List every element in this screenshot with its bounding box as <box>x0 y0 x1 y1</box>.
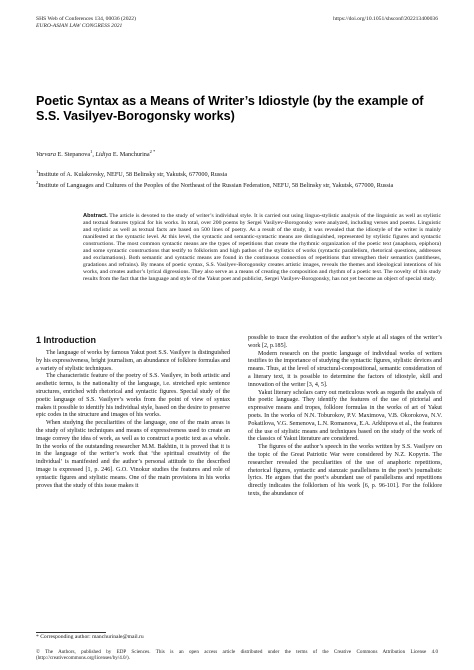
paragraph: Yakut literary scholars carry out meticulous work as regards the analysis of the poetic language. They identify the features of the use of pictorial and expressive means and tropes, folklore formulas in the works of art of Yakut poets. In the works of N.N. Toburokov, P.V. Maximova, V.B. Okorokova, N.V. Pokatilova, V.G. Semenova, L.N. Romanova, E.A. Arkhipova et al., the features of the use of stylistic means and techniques based on the study of the work of the classics of Yakut literature are considered. <box>248 389 442 443</box>
abstract-text: The article is devoted to the study of writer’s individual style. It is carried out using linguo-stylistic analysis of the linguistic as well as stylistic and textual features typical for his works. In total, over 200 poems by Sergei Vasilyev-Borogonsky were analyzed, including verses and poems. Linguistic and stylistic as well as textual facts are based on 500 lines of poetry. As a result of the study, it was revealed that the idiostyle of the writer is mainly manifested at the syntactic level. At this level, the syntactic and semantic-syntactic means are distinguished, represented by stylistic figures and syntactic constructions. The most common syntactic means are the types of repetitions that create the rhythmic organization of the poetic text (anaphora, epiphora) and some syntactic constructions that testify to folklorism and high pathos of the stylistics of works (syntactic parallelism, rhetorical questions, addresses and exclamations). Both semantic and syntactic means are found in the continuous connection of repetitions that strengthen their semantics (antitheses, gradations and refrains). By means of poetic syntax, S.S. Vasilyev-Borogonsky creates artistic images, reveals the themes and ideological intentions of his works, and creates author’s lyrical digressions. They also serve as a means of creating the composition and rhythm of a poetic text. The novelty of this study results from the fact that the language and style of the Yakut poet and publicist, Sergei Vasilyev-Borogonsky, has not yet become an object of special study. <box>83 213 441 282</box>
abstract-label: Abstract. <box>83 213 108 219</box>
right-column <box>248 335 442 499</box>
journal-citation: SHS Web of Conferences 134, 00036 (2022) <box>36 16 136 22</box>
author-2-surname: E. Manchurina <box>112 151 150 159</box>
doi-link[interactable]: https://doi.org/10.1051/shsconf/202213400036 <box>333 16 438 22</box>
affiliations <box>36 168 440 190</box>
author-2-given-name: Lidiya <box>95 151 112 159</box>
affiliation-1-mark: 1 <box>36 169 39 174</box>
left-column <box>36 350 230 490</box>
section-heading-introduction: 1 Introduction <box>36 335 96 345</box>
author-line: Varvara E. Stepanova$^1$, Lidiya E. Manchurina$^{2 *}$ <box>36 149 156 159</box>
license-notice: © The Authors, published by EDP Sciences. This is an open access article distributed under the terms of the Creative Commons Attribution License 4.0 (http://creativecommons.org/licenses/by/4.0/). <box>36 649 438 662</box>
author-1-given-name: Varvara <box>36 151 56 159</box>
paragraph: The characteristic feature of the poetry of S.S. Vasilyev, in both artistic and aesthetic terms, is the nationality of the language, i.e. stretched epic sentence structures, enriched with rhetorical and syntactic figures. Special study of the poetic language of S.S. Vasilyev’s works from the point of view of syntax makes it possible to identify his individual style, based on the desire to preserve epic codes in the structure and images of his works. <box>36 373 230 419</box>
author-2-affil-mark: 2 * <box>149 149 156 154</box>
paragraph: possible to trace the evolution of the author’s style at all stages of the writer’s work [2, p.185]. <box>248 335 442 349</box>
affiliation-2-mark: 2 <box>36 180 39 186</box>
running-header <box>36 16 136 30</box>
abstract <box>83 213 441 283</box>
paper-title: Poetic Syntax as a Means of Writer’s Idiostyle (by the example of S.S. Vasilyev-Borogonsky works) <box>36 94 424 123</box>
paragraph: Modern research on the poetic language of individual works of writers testifies to the importance of studying the syntactic figures, stylistic devices and means. Thus, at the level of structural-compositional, semantic consideration of a literary text, it is possible to determine the factors of idiostyle, skill and innovation of the writer [3, 4, 5]. <box>248 350 442 388</box>
author-1-surname: E. Stepanova <box>57 151 91 159</box>
affiliation-2 <box>36 179 440 190</box>
conference-name: EURO-ASIAN LAW CONGRESS 2021 <box>36 23 123 29</box>
paragraph: When studying the peculiarities of the language, one of the main areas is the study of stylistic techniques and means of expressiveness used to create an image convey the idea of work, as well as to construct a poetic text as a whole. In the works of the outstanding researcher M.M. Bakhtin, it is proved that it is in the language of the writer’s work that ‘the spiritual creativity of the individual’ is manifested and the author’s personal attitude to the described image is expressed [1, p. 246]. G.O. Vinokur studies the features and role of syntactic figures and stylistic means. One of the main provisions in his works proves that the study of this issue makes it <box>36 420 230 489</box>
author-1-affil-mark: 1 <box>90 149 93 154</box>
affiliation-2-text: Institute of Languages and Cultures of the Peoples of the Northeast of the Russian Federation, NEFU, 58 Belinsky str, Yakutsk, 677000, Russia <box>38 182 394 190</box>
affiliation-1-text: Institute of A. Kulakovsky, NEFU, 58 Belinsky str, Yakutsk, 677000, Russia <box>38 171 228 179</box>
corresponding-author-footnote: * Corresponding author: manchurinale@mail.ru <box>36 634 144 640</box>
affiliation-1 <box>36 168 440 179</box>
footnote-divider <box>36 632 106 633</box>
paragraph: The figures of the author’s speech in the works written by S.S. Vasilyev on the topic of the Great Patriotic War were considered by N.Z. Kopyrin. The researcher revealed the peculiarities of the use of anaphoric repetitions, rhetorical figures, syntactic and stanzaic parallelisms in the poet’s journalistic lyrics. He argues that the poet’s abundant use of parallelisms and repetitions directly indicates the folklorism of his work [6, p. 96-101]. For the folklore texts, the abundance of <box>248 444 442 497</box>
paragraph: The language of works by famous Yakut poet S.S. Vasilyev is distinguished by his expressiveness, bright journalism, an abundance of folklore formulas and a variety of stylistic techniques. <box>36 350 230 372</box>
